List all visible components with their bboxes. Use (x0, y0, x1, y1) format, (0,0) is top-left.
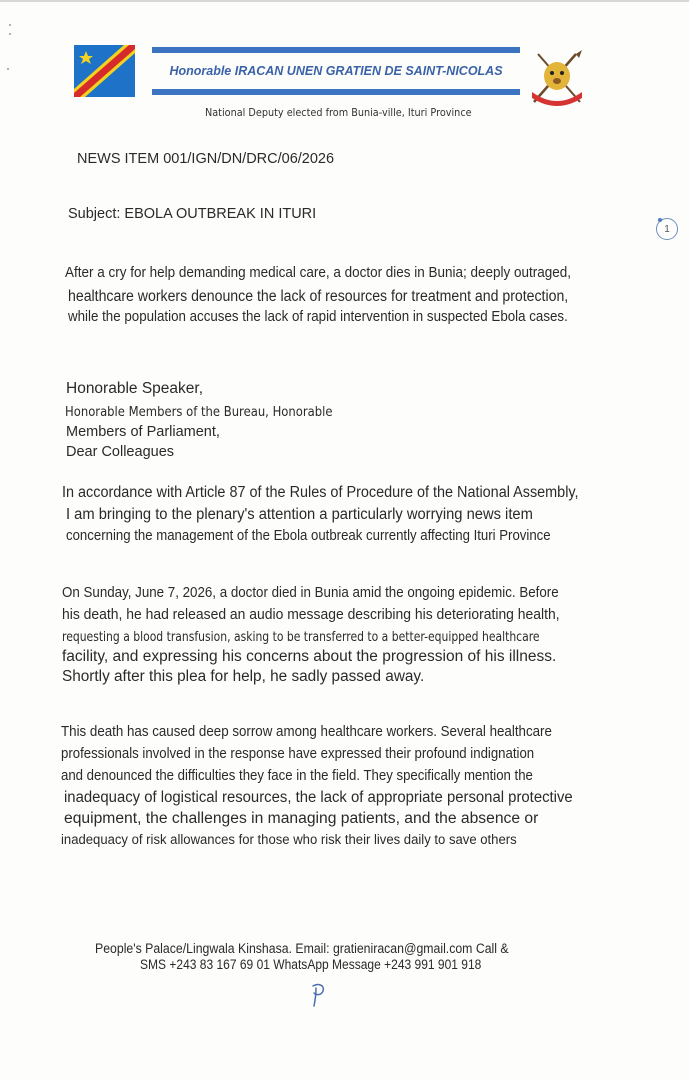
letterhead-subtitle: National Deputy elected from Bunia-ville, Ituri Province (205, 106, 472, 119)
summary-line: After a cry for help demanding medical care, a doctor dies in Bunia; deeply outraged, (65, 265, 571, 281)
paragraph-line: concerning the management of the Ebola outbreak currently affecting Ituri Province (66, 528, 551, 544)
banner-top-rule (152, 47, 520, 53)
salutation-line: Dear Colleagues (66, 444, 175, 460)
paragraph-line: requesting a blood transfusion, asking to be transferred to a better-equipped healthcare (62, 629, 540, 645)
news-item-reference: NEWS ITEM 001/IGN/DN/DRC/06/2026 (77, 151, 335, 167)
paragraph-line: professionals involved in the response have expressed their profound indignation (61, 746, 535, 762)
summary-line: healthcare workers denounce the lack of resources for treatment and protection, (68, 288, 569, 305)
page-top-edge (0, 0, 689, 2)
paragraph-line: inadequacy of logistical resources, the lack of appropriate personal protective (64, 789, 573, 806)
page-number-badge: 1 (656, 218, 678, 240)
drc-flag-icon (74, 45, 135, 97)
summary-line: while the population accuses the lack of rapid intervention in suspected Ebola cases. (68, 309, 568, 325)
scan-speck (9, 33, 11, 35)
paragraph-line: In accordance with Article 87 of the Rules of Procedure of the National Assembly, (62, 484, 579, 501)
banner-bottom-rule (152, 89, 520, 95)
scan-speck (9, 24, 11, 26)
paragraph-line: inadequacy of risk allowances for those who risk their lives daily to save others (61, 832, 517, 847)
paragraph-line: facility, and expressing his concerns about the progression of his illness. (62, 648, 557, 665)
paragraph-line: and denounced the difficulties they face in the field. They specifically mention the (61, 768, 533, 784)
scan-speck (7, 68, 9, 70)
handwritten-initial-icon (308, 982, 330, 1008)
paragraph-line: This death has caused deep sorrow among healthcare workers. Several healthcare (61, 724, 552, 740)
paragraph-line: On Sunday, June 7, 2026, a doctor died in Bunia amid the ongoing epidemic. Before (62, 585, 559, 601)
paragraph-line: I am bringing to the plenary's attention a particularly worrying news item (66, 506, 533, 523)
coat-of-arms-icon (526, 48, 588, 108)
salutation-line: Honorable Members of the Bureau, Honorable (65, 404, 333, 420)
paragraph-line: equipment, the challenges in managing patients, and the absence or (64, 810, 539, 827)
paragraph-line: Shortly after this plea for help, he sadly passed away. (62, 668, 425, 685)
footer-contact-line: SMS +243 83 167 69 01 WhatsApp Message +243 991 901 918 (140, 957, 482, 972)
salutation-line: Honorable Speaker, (66, 380, 204, 397)
subject-line: Subject: EBOLA OUTBREAK IN ITURI (68, 206, 317, 222)
footer-address-line: People's Palace/Lingwala Kinshasa. Email: gratieniracan@gmail.com Call & (95, 941, 509, 956)
salutation-line: Members of Parliament, (66, 424, 220, 440)
letterhead-title: Honorable IRACAN UNEN GRATIEN DE SAINT-NICOLAS (169, 64, 503, 78)
paragraph-line: his death, he had released an audio message describing his deteriorating health, (62, 607, 560, 623)
